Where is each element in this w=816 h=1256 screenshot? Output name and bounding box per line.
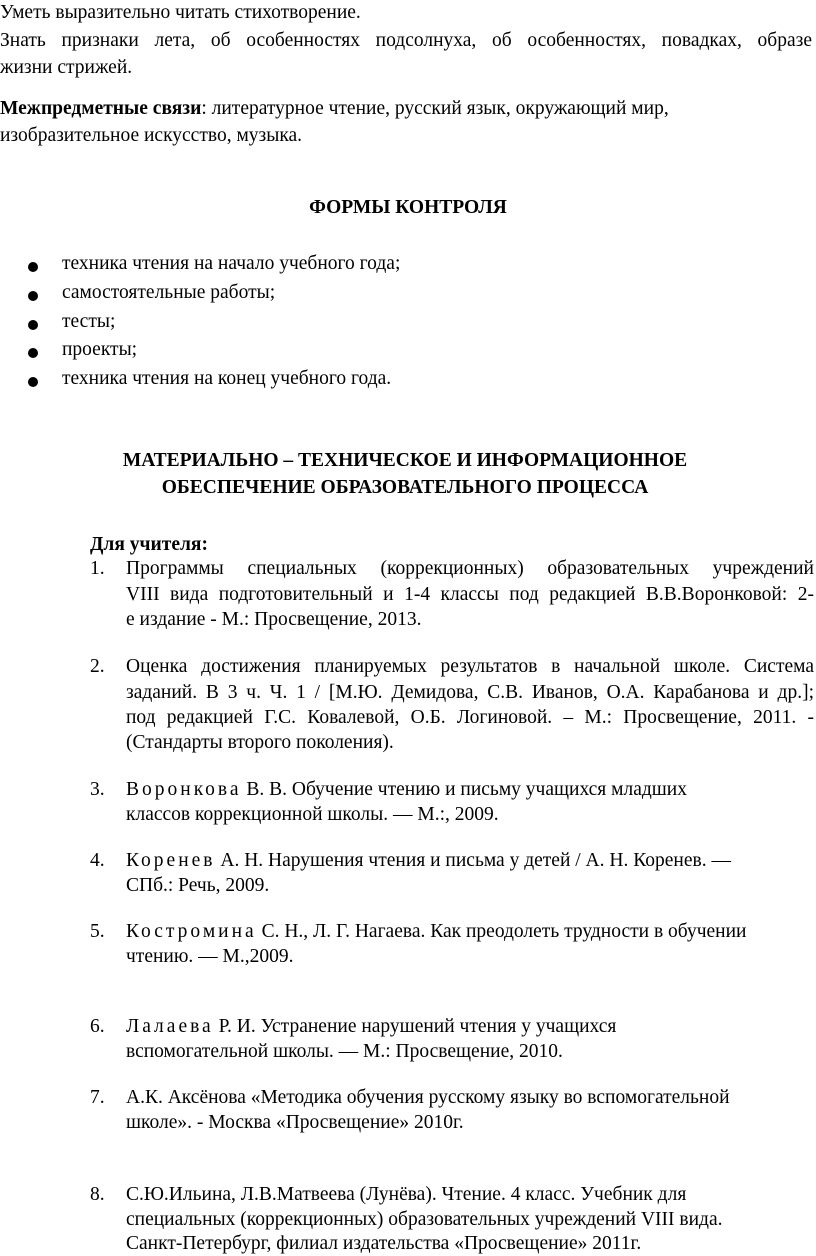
reference-line: специальных (коррекционных) образовательных учреждений VIII вида. (126, 1209, 723, 1230)
list-item-text: тесты; (62, 311, 116, 332)
reference-line: Программы специальных (коррекционных) образовательных учреждений (126, 558, 814, 579)
interdisciplinary-line-1 (0, 98, 669, 120)
interdisciplinary-label: Межпредметные связи (0, 98, 202, 119)
intro-line-1: Уметь выразительно читать стихотворение. (0, 2, 361, 23)
reference-number: 1. (90, 558, 105, 579)
reference-text: Р. И. Устранение нарушений чтения у учащихся (213, 1016, 617, 1037)
reference-line (126, 921, 746, 943)
interdisciplinary-line-2: изобразительное искусство, музыка. (0, 125, 303, 146)
materials-heading-line-1: МАТЕРИАЛЬНО – ТЕХНИЧЕСКОЕ И ИНФОРМАЦИОННОЕ (122, 450, 688, 471)
bullet-icon (28, 291, 38, 301)
reference-line: А.К. Аксёнова «Методика обучения русскому языку во вспомогательной (126, 1087, 730, 1108)
reference-text: С. Н., Л. Г. Нагаева. Как преодолеть трудности в обучении (256, 921, 747, 942)
reference-number: 8. (90, 1184, 105, 1205)
reference-author: Воронкова (126, 779, 242, 800)
reference-text: В. В. Обучение чтению и письму учащихся младших (241, 779, 687, 800)
reference-line: С.Ю.Ильина, Л.В.Матвеева (Лунёва). Чтение. 4 класс. Учебник для (126, 1184, 687, 1205)
bullet-icon (28, 320, 38, 330)
reference-author: Костромина (126, 921, 257, 942)
intro-line-3: жизни стрижей. (0, 57, 133, 78)
reference-line (126, 1016, 616, 1038)
list-item-text: проекты; (62, 339, 138, 360)
materials-heading-line-2: ОБЕСПЕЧЕНИЕ ОБРАЗОВАТЕЛЬНОГО ПРОЦЕССА (161, 477, 649, 498)
reference-line: классов коррекционной школы. — М.:, 2009. (126, 804, 499, 825)
reference-number: 5. (90, 921, 105, 942)
reference-line (126, 850, 731, 872)
reference-number: 4. (90, 850, 105, 871)
intro-line-2: Знать признаки лета, об особенностях подсолнуха, об особенностях, повадках, образе (0, 30, 812, 51)
reference-line (126, 779, 687, 801)
reference-number: 7. (90, 1087, 105, 1108)
reference-number: 2. (90, 656, 105, 677)
control-heading: ФОРМЫ КОНТРОЛЯ (309, 197, 507, 218)
list-item-text: самостоятельные работы; (62, 282, 276, 303)
reference-line: е издание - М.: Просвещение, 2013. (126, 609, 422, 630)
reference-author: Лалаева (126, 1016, 214, 1037)
bullet-icon (28, 348, 38, 358)
reference-line: заданий. В 3 ч. Ч. 1 / [М.Ю. Демидова, С.В. Иванов, О.А. Карабанова и др.]; (126, 682, 814, 703)
interdisciplinary-text-1: : литературное чтение, русский язык, окружающий мир, (201, 98, 669, 119)
reference-line: Оценка достижения планируемых результатов в начальной школе. Система (126, 656, 814, 677)
reference-line: под редакцией Г.С. Ковалевой, О.Б. Логиновой. – М.: Просвещение, 2011. - (126, 707, 814, 728)
reference-line: СПб.: Речь, 2009. (126, 875, 270, 896)
reference-number: 6. (90, 1016, 105, 1037)
list-item-text: техника чтения на конец учебного года. (62, 368, 392, 389)
for-teacher-label: Для учителя: (90, 534, 208, 555)
bullet-icon (28, 262, 38, 272)
reference-line: вспомогательной школы. — М.: Просвещение, 2010. (126, 1041, 563, 1062)
reference-line: VIII вида подготовительный и 1-4 классы под редакцией В.В.Воронковой: 2- (126, 584, 814, 605)
reference-author: Коренев (126, 850, 216, 871)
reference-text: А. Н. Нарушения чтения и письма у детей / А. Н. Коренев. — (215, 850, 731, 871)
list-item-text: техника чтения на начало учебного года; (62, 253, 401, 274)
reference-line: Санкт-Петербург, филиал издательства «Просвещение» 2011г. (126, 1233, 642, 1254)
reference-line: (Стандарты второго поколения). (126, 732, 394, 753)
bullet-icon (28, 377, 38, 387)
reference-line: школе». - Москва «Просвещение» 2010г. (126, 1112, 464, 1133)
reference-number: 3. (90, 779, 105, 800)
reference-line: чтению. — М.,2009. (126, 946, 294, 967)
